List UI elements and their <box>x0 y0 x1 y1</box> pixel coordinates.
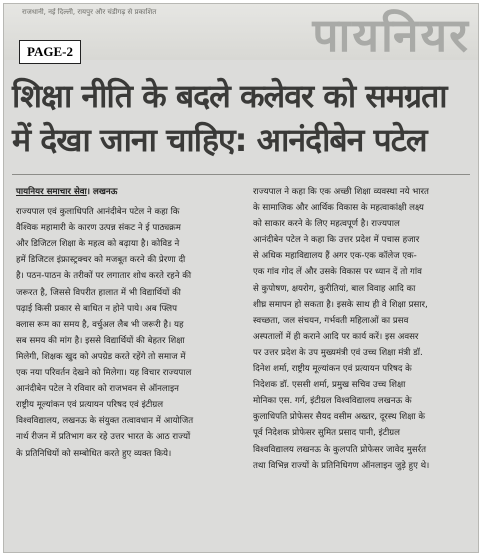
article-line: और डिजिटल शिक्षा के महत्व को बढ़ाया है। कोविड ने <box>16 239 180 250</box>
article-line: स्वच्छता, जल संचयन, गर्भवती महिलाओं का प्रसव <box>253 315 409 326</box>
article-line: दिनेश शर्मा, राष्ट्रीय मूल्यांकन एवं प्रत्यायन परिषद के <box>253 364 412 375</box>
article-text-right <box>253 184 471 474</box>
article-line: के प्रतिनिधियों को सम्बोधित करते हुए व्यक्त किये। <box>16 448 172 459</box>
headline-line-2: में देखा जाना चाहिए: आनंदीबेन पटेल <box>12 121 427 159</box>
article-line: क्लास रूम का समय है, वर्चुअल लैब भी जरूरी है। यह <box>16 319 184 330</box>
headline-divider <box>12 174 470 175</box>
article-line: पढ़ाई किसी प्रकार से बाधित न होने पाये। अब फ्लिप <box>16 303 177 314</box>
article-line: सब समय की मांग है। इससे विद्यार्थियों की बेहतर शिक्षा <box>16 335 185 346</box>
article-line: राष्ट्रीय मूल्यांकन एवं प्रत्यायन परिषद एवं इंटीग्रल <box>16 400 164 411</box>
article-line: पूर्व निदेशक प्रोफेसर सुमित प्रसाद पानी, इंटीग्रल <box>253 428 400 439</box>
article-line: मिलेगी, शिक्षक खुद को अपग्रेड करते रहेंगे तो समाज में <box>16 351 186 362</box>
masthead-meta: राजधानी, नई दिल्ली, रायपुर और चंडीगढ़ से प्रकाशित <box>22 8 157 16</box>
article-line: के सामाजिक और आर्थिक विकास के महत्वाकांक्षी लक्ष्य <box>253 203 424 214</box>
article-line: मोनिका एस. गर्ग, इंटीग्रल विश्वविद्यालय लखनऊ के <box>253 396 412 407</box>
article-line: एक नया परिवर्तन देखने को मिलेगा। यह विचार राज्यपाल <box>16 368 192 379</box>
byline-source: पायनियर समाचार सेवा <box>16 187 87 197</box>
article-line: एक गांव गोद लें और उसके विकास पर ध्यान दें तो गांव <box>253 267 422 278</box>
article-line: राज्यपाल ने कहा कि एक अच्छी शिक्षा व्यवस्था नये भारत <box>253 187 429 197</box>
headline <box>12 74 472 162</box>
article-line: विश्वविद्यालय, लखनऊ के संयुक्त तत्वावधान में आयोजित <box>16 416 194 427</box>
byline-place: । लखनऊ <box>86 187 118 197</box>
article-line: विश्वविद्यालय लखनऊ के कुलपति प्रोफेसर जावेद मुसर्रत <box>253 444 427 455</box>
article-line: पर उत्तर प्रदेश के उप मुख्यमंत्री एवं उच्च शिक्षा मंत्री डॉ. <box>253 347 423 358</box>
article-line: से अधिक महाविद्यालय हैं अगर एक-एक कॉलेज एक- <box>253 251 417 262</box>
article-column-left <box>16 184 234 462</box>
article-line: निदेशक डॉ. एससी शर्मा, प्रमुख सचिव उच्च शिक्षा <box>253 380 406 391</box>
article-line: है। पठन-पाठन के तरीकों पर लगातार शोध करते रहने की <box>16 271 192 282</box>
article-line: वैश्विक महामारी के कारण उत्पन्न संकट ने ई पाठ्यक्रम <box>16 223 181 234</box>
article-text-left <box>16 204 234 462</box>
masthead-title: पायनियर <box>312 8 470 60</box>
article-line: नार्थ रीजन में प्रतिभाग कर रहे उत्तर भारत के आठ राज्यों <box>16 432 191 443</box>
article-line: शीघ्र समापन हो सकता है। इसके साथ ही वे शिक्षा प्रसार, <box>253 299 428 310</box>
newspaper-clipping <box>3 3 479 553</box>
article-line: आनंदीबेन पटेल ने कहा कि उत्तर प्रदेश में पचास हजार <box>253 235 420 246</box>
article-line: जरूरत है, जिससे विपरीत हालात में भी विद्यार्थियों की <box>16 287 181 298</box>
article-line: आनंदीबेन पटेल ने रविवार को राजभवन से ऑनलाइन <box>16 384 179 395</box>
page-label: PAGE-2 <box>19 40 81 64</box>
article-line: हमें डिजिटल इंफ्रास्ट्रक्चर को मजबूत करने की प्रेरणा दी <box>16 255 186 266</box>
article-column-right <box>253 184 471 474</box>
article-line: से कुपोषण, क्षयरोग, कुरीतियां, बाल विवाह आदि का <box>253 283 416 294</box>
headline-line-1: शिक्षा नीति के बदले कलेवर को समग्रता <box>12 77 447 115</box>
article-line: अस्पतालों में ही कराने आदि पर कार्य करें। इस अवसर <box>253 331 419 342</box>
article-line: कुलाधिपति प्रोफेसर सैयद वसीम अख्तर, दूरस्थ शिक्षा के <box>253 412 425 423</box>
byline <box>16 184 234 200</box>
article-line: को साकार करने के लिए महत्वपूर्ण है। राज्यपाल <box>253 219 400 230</box>
article-line: राज्यपाल एवं कुलाधिपति आनंदीबेन पटेल ने कहा कि <box>16 207 180 218</box>
article-line: तथा विभिन्न राज्यों के प्रतिनिधिगण ऑनलाइन जुड़े हुए थे। <box>253 460 430 471</box>
